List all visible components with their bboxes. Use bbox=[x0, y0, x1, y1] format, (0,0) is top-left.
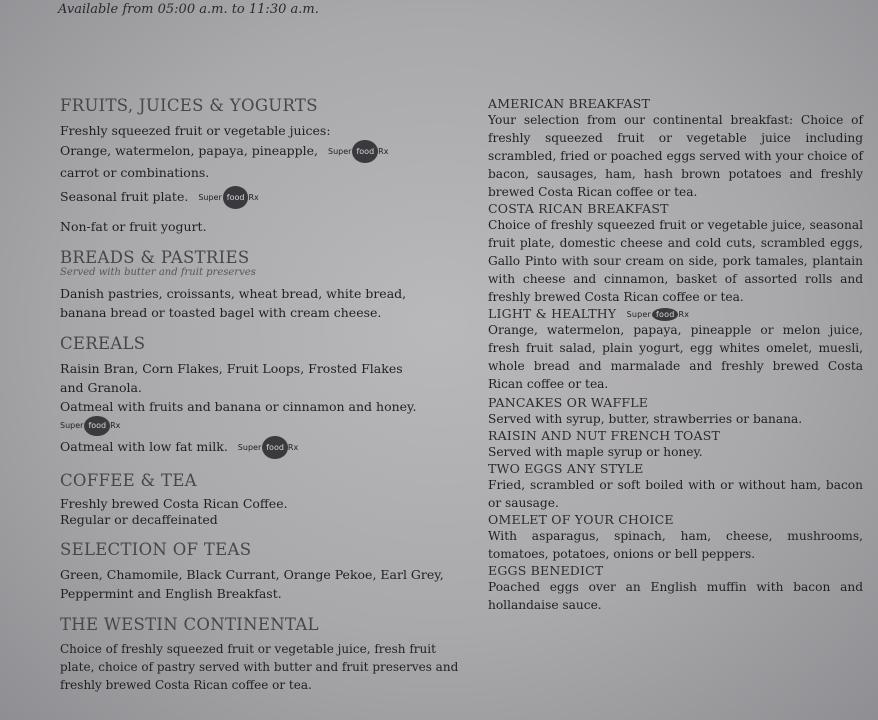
continental-line: freshly brewed Costa Rican coffee or tea. bbox=[60, 678, 312, 692]
item-title-toast: RAISIN AND NUT FRENCH TOAST bbox=[488, 428, 721, 443]
item-desc-american: Your selection from our continental breakfast: Choice of freshly squeezed fruit or vegetable juice including scrambled, fried or poached eggs served with your choice of bacon, sausages, ham, hash brown potatoes and freshly brewed Costa Rican coffee or tea. bbox=[488, 113, 863, 199]
item-title-pancakes: PANCAKES OR WAFFLE bbox=[488, 395, 649, 410]
cereals-line-text: Oatmeal with low fat milk. bbox=[60, 439, 228, 454]
teas-line: Peppermint and English Breakfast. bbox=[60, 586, 282, 601]
item-desc-benedict: Poached eggs over an English muffin with bacon and hollandaise sauce. bbox=[488, 580, 863, 612]
fruits-line: carrot or combinations. bbox=[60, 165, 210, 180]
badge-mark: food bbox=[223, 186, 249, 209]
coffee-line: Regular or decaffeinated bbox=[60, 512, 218, 527]
fruits-line-with-badge bbox=[60, 140, 465, 163]
superfoods-badge-icon bbox=[627, 308, 694, 321]
coffee-line: Freshly brewed Costa Rican Coffee. bbox=[60, 496, 288, 511]
right-column bbox=[488, 96, 863, 614]
section-title-fruits: FRUITS, JUICES & YOGURTS bbox=[60, 96, 318, 115]
fruits-line-with-badge bbox=[60, 186, 465, 209]
badge-suffix: Rx bbox=[378, 147, 389, 156]
breads-line: banana bread or toasted bagel with cream cheese. bbox=[60, 305, 382, 320]
breads-subtitle: Served with butter and fruit preserves bbox=[60, 267, 256, 278]
item-title-american: AMERICAN BREAKFAST bbox=[488, 96, 651, 111]
item-desc-light: Orange, watermelon, papaya, pineapple or melon juice, fresh fruit salad, plain yogurt, egg whites omelet, muesli, whole bread and marmalade and freshly brewed Costa Rican coffee or tea. bbox=[488, 323, 863, 391]
item-title-omelet: OMELET OF YOUR CHOICE bbox=[488, 512, 674, 527]
badge-suffix: Rx bbox=[678, 310, 690, 319]
cereals-badge-row bbox=[60, 416, 465, 436]
fruits-line-text: Orange, watermelon, papaya, pineapple, bbox=[60, 143, 319, 158]
breads-line: Danish pastries, croissants, wheat bread, white bread, bbox=[60, 286, 407, 301]
superfoods-badge-icon bbox=[238, 436, 302, 459]
item-title-light bbox=[488, 306, 863, 321]
section-title-teas: SELECTION OF TEAS bbox=[60, 540, 252, 559]
badge-label: Super bbox=[198, 193, 222, 202]
left-column bbox=[60, 96, 465, 694]
section-title-cereals: CEREALS bbox=[60, 334, 146, 353]
section-title-continental: THE WESTIN CONTINENTAL bbox=[60, 615, 319, 634]
superfoods-badge-icon bbox=[328, 140, 392, 163]
badge-suffix: Rx bbox=[248, 193, 259, 202]
item-title-light-text: LIGHT & HEALTHY bbox=[488, 306, 617, 321]
continental-line: plate, choice of pastry served with butter and fruit preserves and bbox=[60, 660, 459, 674]
cereals-line-with-badge bbox=[60, 436, 465, 459]
continental-line: Choice of freshly squeezed fruit or vegetable juice, fresh fruit bbox=[60, 642, 436, 656]
item-desc-omelet: With asparagus, spinach, ham, cheese, mushrooms, tomatoes, potatoes, onions or bell peppers. bbox=[488, 529, 863, 561]
cereals-line: and Granola. bbox=[60, 380, 142, 395]
item-title-eggs: TWO EGGS ANY STYLE bbox=[488, 461, 644, 476]
item-desc-costarican: Choice of freshly squeezed fruit or vegetable juice, seasonal fruit plate, domestic cheese and cold cuts, scrambled eggs, Gallo Pinto with sour cream on side, pork tamales, plantain with cheese and cinnamon, basket of assorted rolls and freshly brewed Costa Rican coffee or tea. bbox=[488, 218, 863, 304]
fruits-line: Non-fat or fruit yogurt. bbox=[60, 219, 207, 234]
superfoods-badge-icon bbox=[198, 186, 262, 209]
badge-suffix: Rx bbox=[110, 421, 121, 430]
fruits-line: Freshly squeezed fruit or vegetable juices: bbox=[60, 123, 331, 138]
badge-mark: food bbox=[84, 416, 110, 436]
fruits-line-text: Seasonal fruit plate. bbox=[60, 189, 189, 204]
badge-suffix: Rx bbox=[287, 443, 299, 452]
section-title-breads: BREADS & PASTRIES bbox=[60, 248, 250, 267]
badge-label: Super bbox=[60, 421, 84, 430]
badge-mark: food bbox=[652, 308, 678, 321]
superfoods-badge-icon bbox=[60, 416, 124, 436]
item-title-benedict: EGGS BENEDICT bbox=[488, 563, 604, 578]
item-title-costarican: COSTA RICAN BREAKFAST bbox=[488, 201, 669, 216]
cereals-line: Raisin Bran, Corn Flakes, Fruit Loops, Frosted Flakes bbox=[60, 361, 403, 376]
section-title-coffee: COFFEE & TEA bbox=[60, 471, 197, 490]
badge-mark: food bbox=[262, 436, 288, 459]
badge-label: Super bbox=[237, 443, 262, 452]
badge-mark: food bbox=[352, 140, 378, 163]
item-desc-toast: Served with maple syrup or honey. bbox=[488, 445, 703, 459]
cereals-line: Oatmeal with fruits and banana or cinnamon and honey. bbox=[60, 399, 417, 414]
teas-line: Green, Chamomile, Black Currant, Orange Pekoe, Earl Grey, bbox=[60, 567, 444, 582]
item-desc-pancakes: Served with syrup, butter, strawberries or banana. bbox=[488, 412, 803, 426]
availability-note: Available from 05:00 a.m. to 11:30 a.m. bbox=[58, 2, 319, 17]
badge-label: Super bbox=[626, 310, 651, 319]
item-desc-eggs: Fried, scrambled or soft boiled with or without ham, bacon or sausage. bbox=[488, 478, 863, 510]
badge-label: Super bbox=[328, 147, 352, 156]
